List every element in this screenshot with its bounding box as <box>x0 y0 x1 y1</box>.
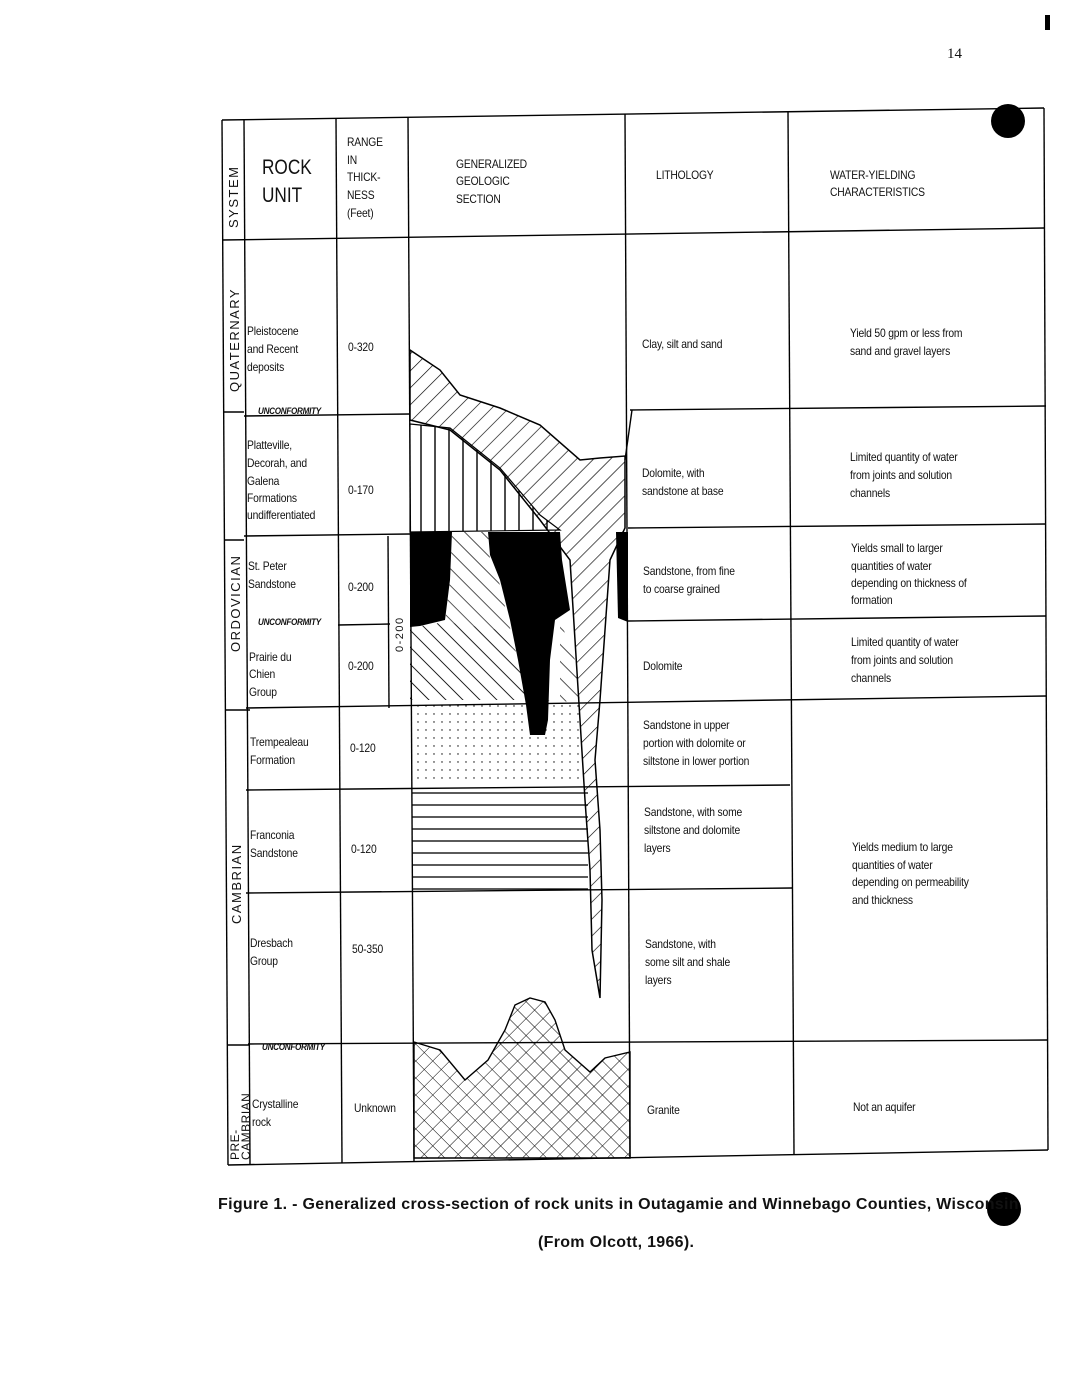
section-header-3: SECTION <box>456 192 501 206</box>
unit-crystalline-name-1: Crystalline <box>252 1097 299 1111</box>
unit-prairie-lithology: Dolomite <box>643 659 683 673</box>
unit-trempealeau-name-1: Trempealeau <box>250 735 309 749</box>
unit-pleistocene-name-2: and Recent <box>247 342 299 356</box>
rock-unit-header-1: ROCK <box>262 156 312 179</box>
unit-franconia-name-2: Sandstone <box>250 846 298 860</box>
system-header: SYSTEM <box>226 165 241 228</box>
lithology-header: LITHOLOGY <box>656 168 714 182</box>
unit-pleistocene-water-2: sand and gravel layers <box>850 344 951 358</box>
unit-st-peter-water-4: formation <box>851 593 893 607</box>
geologic-section <box>410 350 630 1158</box>
system-precambrian-2: CAMBRIAN <box>239 1092 253 1160</box>
unit-crystalline-name-2: rock <box>252 1115 271 1129</box>
section-header-1: GENERALIZED <box>456 157 527 171</box>
unit-trempealeau-lithology-1: Sandstone in upper <box>643 718 730 732</box>
granite-pattern <box>414 998 630 1158</box>
unit-st-peter-thickness: 0-200 <box>348 580 374 594</box>
unit-platteville-thickness: 0-170 <box>348 483 374 497</box>
unit-dresbach-name-2: Group <box>250 954 278 968</box>
unit-franconia-name-1: Franconia <box>250 828 295 842</box>
unit-pleistocene-name-3: deposits <box>247 360 285 374</box>
unit-franconia-thickness: 0-120 <box>351 842 377 856</box>
unit-crystalline-thickness: Unknown <box>354 1101 396 1115</box>
unit-prairie-name-2: Chien <box>249 667 276 681</box>
unit-dresbach-thickness: 50-350 <box>352 942 384 956</box>
unit-platteville-water-1: Limited quantity of water <box>850 450 958 464</box>
unit-pleistocene-water-1: Yield 50 gpm or less from <box>850 326 963 340</box>
unit-platteville-water-2: from joints and solution <box>850 468 953 482</box>
unit-prairie-water-1: Limited quantity of water <box>851 635 959 649</box>
section-header-2: GEOLOGIC <box>456 174 510 188</box>
combined-thickness: 0-200 <box>394 616 406 652</box>
system-precambrian-1: PRE- <box>228 1129 242 1160</box>
unit-dresbach-name-1: Dresbach <box>250 936 293 950</box>
unit-dresbach-lithology-3: layers <box>645 973 672 987</box>
unit-platteville-name-2: Decorah, and <box>247 456 307 470</box>
rock-unit-header-2: UNIT <box>262 184 303 207</box>
thickness-header-2: IN <box>347 153 357 167</box>
unconformity-label-2: UNCONFORMITY <box>258 617 321 627</box>
unconformity-label-1: UNCONFORMITY <box>258 406 321 416</box>
unit-st-peter-lithology-2: to coarse grained <box>643 582 720 596</box>
unit-platteville-name-1: Platteville, <box>247 438 292 452</box>
unit-platteville-lithology-2: sandstone at base <box>642 484 724 498</box>
unit-trempealeau-name-2: Formation <box>250 753 295 767</box>
corner-mark <box>1045 15 1050 30</box>
unit-franconia-lithology-3: layers <box>644 841 671 855</box>
unit-st-peter-water-3: depending on thickness of <box>851 576 967 590</box>
unit-crystalline-water: Not an aquifer <box>853 1100 916 1114</box>
system-ordovician: ORDOVICIAN <box>228 554 243 652</box>
cambrian-water-2: quantities of water <box>852 858 933 872</box>
unit-pleistocene-thickness: 0-320 <box>348 340 374 354</box>
thickness-header-1: RANGE <box>347 135 383 149</box>
unit-st-peter-water-2: quantities of water <box>851 559 932 573</box>
thickness-header-5: (Feet) <box>347 206 374 220</box>
unit-platteville-name-3: Galena <box>247 474 280 488</box>
unconformity-label-3: UNCONFORMITY <box>262 1042 325 1052</box>
unit-prairie-name-1: Prairie du <box>249 650 292 664</box>
unit-prairie-water-3: channels <box>851 671 891 685</box>
unit-prairie-name-3: Group <box>249 685 277 699</box>
system-cambrian: CAMBRIAN <box>229 843 244 924</box>
unit-st-peter-name-1: St. Peter <box>248 559 287 573</box>
unit-crystalline-lithology: Granite <box>647 1103 680 1117</box>
unit-trempealeau-lithology-3: siltstone in lower portion <box>643 754 750 768</box>
unit-st-peter-name-2: Sandstone <box>248 577 296 591</box>
system-quaternary: QUATERNARY <box>227 287 242 392</box>
unit-pleistocene-lithology: Clay, silt and sand <box>642 337 723 351</box>
unit-franconia-lithology-2: siltstone and dolomite <box>644 823 741 837</box>
thickness-header-4: NESS <box>347 188 375 202</box>
unit-platteville-water-3: channels <box>850 486 890 500</box>
unit-prairie-water-2: from joints and solution <box>851 653 954 667</box>
unit-prairie-thickness: 0-200 <box>348 659 374 673</box>
punch-hole-top <box>991 104 1025 138</box>
unit-trempealeau-lithology-2: portion with dolomite or <box>643 736 746 750</box>
cambrian-water-3: depending on permeability <box>852 875 969 889</box>
figure-caption-line-2: (From Olcott, 1966). <box>538 1234 695 1251</box>
thickness-header-3: THICK- <box>347 170 381 184</box>
unit-st-peter-water-1: Yields small to larger <box>851 541 943 555</box>
unit-platteville-name-5: undifferentiated <box>247 508 316 522</box>
unit-dresbach-lithology-2: some silt and shale <box>645 955 731 969</box>
water-header-1: WATER-YIELDING <box>830 168 916 182</box>
unit-platteville-name-4: Formations <box>247 491 297 505</box>
page-number: 14 <box>947 46 962 62</box>
cambrian-water-4: and thickness <box>852 893 913 907</box>
cambrian-water-1: Yields medium to large <box>852 840 953 854</box>
st-peter-black-3 <box>616 532 628 622</box>
franconia-pattern <box>412 790 588 890</box>
unit-platteville-lithology-1: Dolomite, with <box>642 466 705 480</box>
st-peter-black-1 <box>410 532 452 627</box>
prairie-pattern <box>410 620 580 702</box>
figure-caption-line-1: Figure 1. - Generalized cross-section of rock units in Outagamie and Winnebago Counties, Wisconsin <box>218 1196 1019 1213</box>
unit-dresbach-lithology-1: Sandstone, with <box>645 937 716 951</box>
unit-pleistocene-name-1: Pleistocene <box>247 324 299 338</box>
unit-franconia-lithology-1: Sandstone, with some <box>644 805 743 819</box>
unit-st-peter-lithology-1: Sandstone, from fine <box>643 564 735 578</box>
unit-trempealeau-thickness: 0-120 <box>350 741 376 755</box>
trempealeau-pattern <box>412 705 582 785</box>
water-header-2: CHARACTERISTICS <box>830 185 925 199</box>
